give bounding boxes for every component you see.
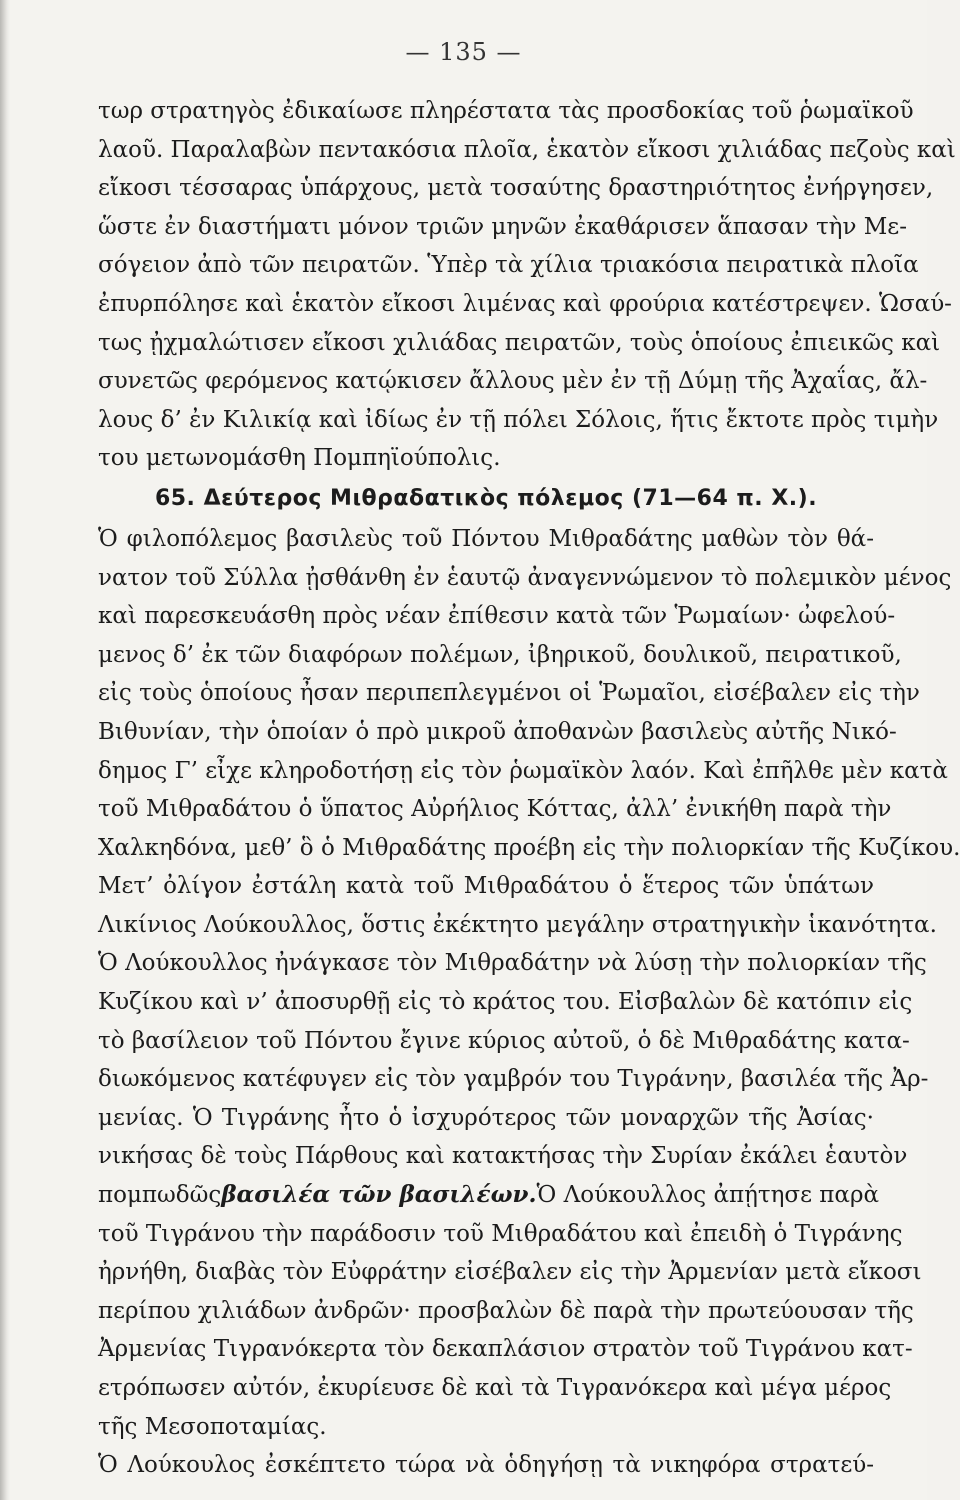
text-line: τως ᾐχμαλώτισεν εἴκοσι χιλιάδας πειρατῶν, τοὺς ὁποίους ἐπιεικῶς καὶ <box>98 329 941 356</box>
text-line: μενος δ’ ἐκ τῶν διαφόρων πολέμων, ἰβηρικοῦ, δουλικοῦ, πειρατικοῦ, <box>98 641 902 668</box>
text-line: λαοῦ. Παραλαβὼν πεντακόσια πλοῖα, ἑκατὸν εἴκοσι χιλιάδας πεζοὺς καὶ <box>98 136 956 163</box>
text-line: Κυζίκου καὶ ν’ ἀποσυρθῇ εἰς τὸ κράτος του. Εἰσβαλὼν δὲ κατόπιν εἰς <box>98 989 913 1016</box>
text-line: τοῦ Τιγράνου τὴν παράδοσιν τοῦ Μιθραδάτου καὶ ἐπειδὴ ὁ Τιγράνης <box>98 1220 903 1247</box>
text-line: μενίας. Ὁ Τιγράνης ἦτο ὁ ἰσχυρότερος τῶν μοναρχῶν τῆς Ἀσίας· <box>98 1104 874 1131</box>
text-line: τῆς Μεσοποταμίας. <box>98 1413 327 1440</box>
section-heading: 65. Δεύτερος Μιθραδατικὸς πόλεμος (71—64 π. Χ.). <box>154 485 818 511</box>
text-line: δημος Γ’ εἶχε κληροδοτήσῃ εἰς τὸν ῥωμαϊκὸν λαόν. Καὶ ἐπῆλθε μὲν κατὰ <box>98 757 948 784</box>
text-line: ὥστε ἐν διαστήματι μόνον τριῶν μηνῶν ἐκαθάρισεν ἅπασαν τὴν Με- <box>98 213 907 240</box>
text-word: πομπωδῶς <box>98 1182 222 1209</box>
emphasis-phrase: βασιλέα τῶν βασιλέων. <box>221 1181 537 1209</box>
text-line: Βιθυνίαν, τὴν ὁποίαν ὁ πρὸ μικροῦ ἀποθανὼν βασιλεὺς αὐτῆς Νικό- <box>98 718 897 745</box>
text-line: Ὁ Λούκουλλος ἠνάγκασε τὸν Μιθραδάτην νὰ λύσῃ τὴν πολιορκίαν τῆς <box>98 950 927 977</box>
text-line: Ἀρμενίας Τιγρανόκερτα τὸν δεκαπλάσιον στρατὸν τοῦ Τιγράνου κατ- <box>98 1336 913 1363</box>
text-line: του μετωνομάσθη Πομπηϊούπολις. <box>98 445 501 472</box>
text-line: ἠρνήθη, διαβὰς τὸν Εὐφράτην εἰσέβαλεν εἰς τὴν Ἀρμενίαν μετὰ εἴκοσι <box>98 1259 922 1286</box>
text-line: ἐπυρπόλησε καὶ ἑκατὸν εἴκοσι λιμένας καὶ φρούρια κατέστρεψεν. Ὡσαύ- <box>98 290 952 317</box>
body-text <box>98 92 960 1485</box>
text-line: τωρ στρατηγὸς ἐδικαίωσε πληρέστατα τὰς προσδοκίας τοῦ ῥωμαϊκοῦ <box>98 98 914 124</box>
text-line: εἴκοσι τέσσαρας ὑπάρχους, μετὰ τοσαύτης δραστηριότητος ἐνήργησεν, <box>98 175 934 202</box>
text-line: ετρόπωσεν αὐτόν, ἐκυρίευσε δὲ καὶ τὰ Τιγρανόκερα καὶ μέγα μέρος <box>98 1375 892 1401</box>
page-binding-edge <box>0 0 10 1500</box>
text-line: Ὁ Λούκουλος ἐσκέπτετο τώρα νὰ ὁδηγήσῃ τὰ νικηφόρα στρατεύ- <box>98 1452 874 1479</box>
text-line: Λικίνιος Λούκουλλος, ὅστις ἐκέκτητο μεγάλην στρατηγικὴν ἱκανότητα. <box>98 911 937 938</box>
text-line: Μετ’ ὀλίγον ἐστάλη κατὰ τοῦ Μιθραδάτου ὁ ἕτερος τῶν ὑπάτων <box>98 873 874 900</box>
text-line: λους δ’ ἐν Κιλικίᾳ καὶ ἰδίως ἐν τῇ πόλει Σόλοις, ἥτις ἔκτοτε πρὸς τιμὴν <box>98 406 939 433</box>
text-word: Ὁ Λούκουλλος ἀπῄτησε παρὰ <box>536 1182 880 1209</box>
paragraph-lucullus <box>98 1215 922 1485</box>
text-line: εἰς τοὺς ὁποίους ἦσαν περιπεπλεγμένοι οἱ Ῥωμαῖοι, εἰσέβαλεν εἰς τὴν <box>98 680 920 707</box>
paragraph-mithridatic-war <box>98 520 960 1176</box>
text-line: σόγειον ἀπὸ τῶν πειρατῶν. Ὑπὲρ τὰ χίλια τριακόσια πειρατικὰ πλοῖα <box>98 252 919 279</box>
text-line: συνετῶς φερόμενος κατῴκισεν ἄλλους μὲν ἐν τῇ Δύμῃ τῆς Ἀχαΐας, ἄλ- <box>98 368 928 395</box>
paragraph-pompey <box>98 92 956 478</box>
text-line <box>98 1176 880 1215</box>
text-line: τὸ βασίλειον τοῦ Πόντου ἔγινε κύριος αὐτοῦ, ὁ δὲ Μιθραδάτης κατα- <box>98 1027 910 1054</box>
text-line: καὶ παρεσκευάσθη πρὸς νέαν ἐπίθεσιν κατὰ τῶν Ῥωμαίων· ὠφελού- <box>98 603 896 630</box>
text-line: νικήσας δὲ τοὺς Πάρθους καὶ κατακτήσας τὴν Συρίαν ἐκάλει ἑαυτὸν <box>98 1143 908 1170</box>
text-line: τοῦ Μιθραδάτου ὁ ὕπατος Αὐρήλιος Κόττας, ἀλλ’ ἐνικήθη παρὰ τὴν <box>98 796 892 823</box>
text-line: νατον τοῦ Σύλλα ᾐσθάνθη ἐν ἑαυτῷ ἀναγεννώμενον τὸ πολεμικὸν μένος <box>98 564 952 591</box>
page-number: — 135 — <box>405 38 522 66</box>
text-line: Χαλκηδόνα, μεθ’ ὃ ὁ Μιθραδάτης προέβη εἰς τὴν πολιορκίαν τῆς Κυζίκου. <box>98 834 960 861</box>
text-line: διωκόμενος κατέφυγεν εἰς τὸν γαμβρόν του Τιγράνην, βασιλέα τῆς Ἀρ- <box>98 1066 929 1093</box>
text-line: περίπου χιλιάδων ἀνδρῶν· προσβαλὼν δὲ παρὰ τὴν πρωτεύουσαν τῆς <box>98 1297 914 1324</box>
text-line: Ὁ φιλοπόλεμος βασιλεὺς τοῦ Πόντου Μιθραδάτης μαθὼν τὸν θά- <box>98 525 874 552</box>
